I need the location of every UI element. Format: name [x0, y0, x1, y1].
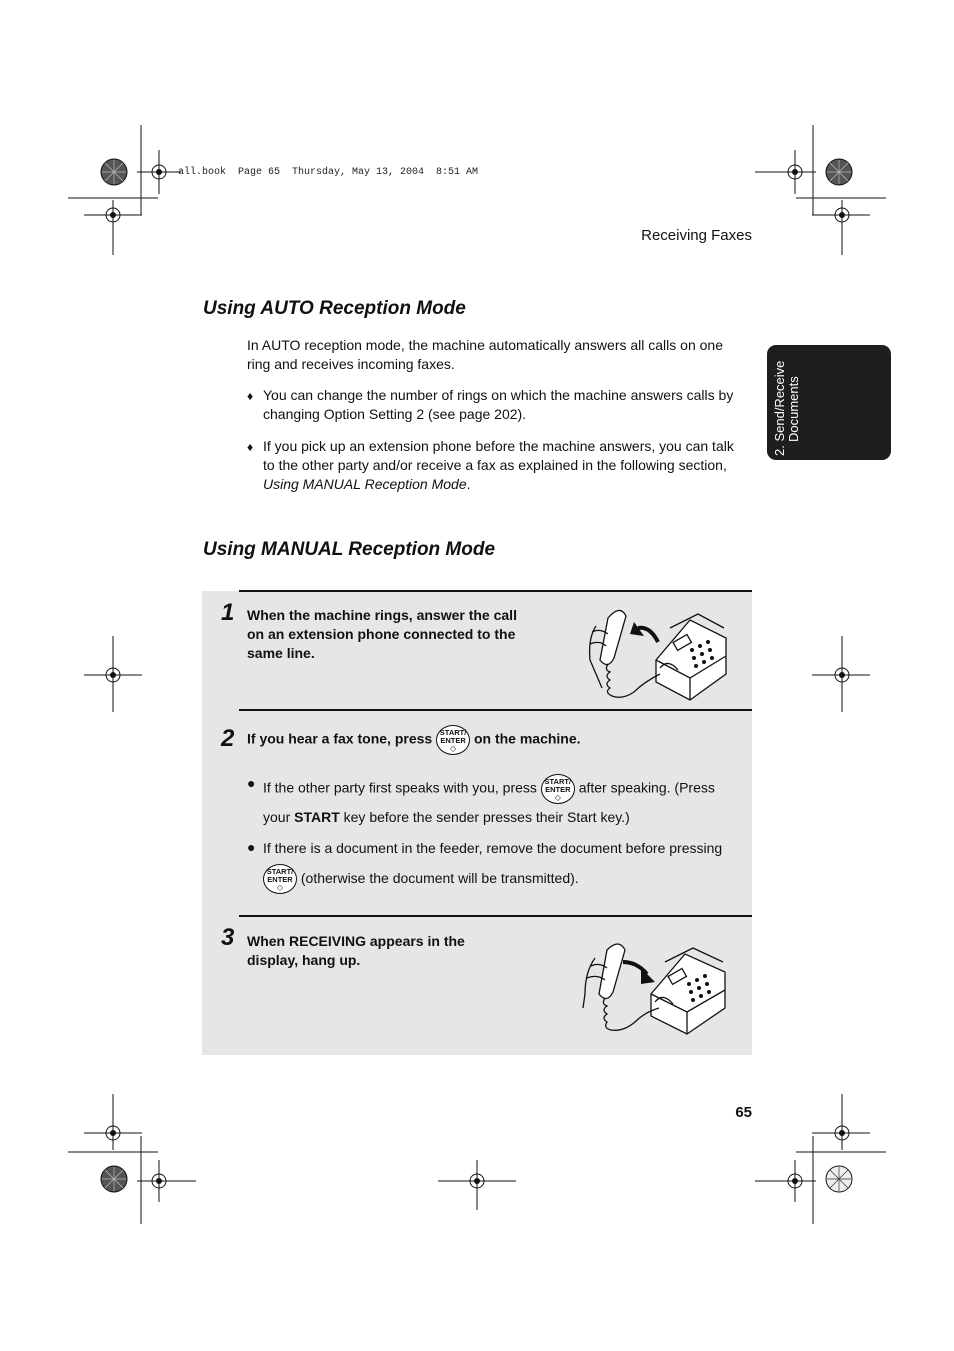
auto-bullet-1 — [247, 386, 742, 424]
step-divider — [239, 709, 752, 711]
step-number: 2 — [221, 725, 235, 752]
print-header: all.book Page 65 Thursday, May 13, 2004 8:51 AM — [178, 167, 479, 178]
step-2-text — [247, 725, 747, 755]
key-label: START/ — [544, 777, 572, 786]
key-label: START/ — [266, 867, 294, 877]
step-2-bullet-2 — [247, 838, 742, 894]
step-divider — [239, 590, 752, 592]
phone-hangup-illustration — [575, 938, 735, 1038]
auto-bullet-2-text: If you pick up an extension phone before the machine answers, you can talk to the other party and/or receive a fax as explained in the following section, — [263, 438, 734, 473]
step-2-bullet-2-after: (otherwise the document will be transmitted). — [300, 870, 579, 886]
auto-intro: In AUTO reception mode, the machine automatically answers all calls on one ring and receives incoming faxes. — [247, 337, 723, 372]
step-2-text-after: on the machine. — [473, 730, 581, 747]
chapter-tab-label — [773, 344, 801, 456]
phone-pickup-illustration — [578, 598, 738, 708]
start-enter-key-icon — [436, 725, 470, 755]
chapter-tab-line1: 2. Send/Receive — [772, 360, 787, 456]
step-2-bullet-1-before: If the other party first speaks with you, press — [263, 779, 537, 796]
key-symbol: ◇ — [276, 883, 284, 893]
start-enter-key-icon — [541, 774, 575, 804]
step-number: 3 — [221, 924, 235, 951]
page-number: 65 — [735, 1104, 752, 1121]
key-symbol: ◇ — [554, 793, 561, 802]
step-2-bullet-2-before: If there is a document in the feeder, remove the document before pressing — [263, 840, 723, 856]
key-label: ENTER — [267, 875, 293, 885]
step-2-bullet-1-after: after speaking. (Press your — [263, 779, 715, 825]
bullet-dot-icon: ● — [247, 775, 256, 791]
chapter-tab — [767, 345, 891, 460]
chapter-tab-line2: Documents — [786, 376, 801, 442]
bullet-dot-icon: ● — [247, 839, 256, 855]
key-label: ENTER — [545, 785, 571, 794]
auto-bullet-1-text: You can change the number of rings on which the machine answers calls by changing Option Setting 2 (see page 202). — [263, 387, 734, 422]
step-2-text-before: If you hear a fax tone, press — [247, 730, 433, 747]
diamond-bullet-icon: ♦ — [247, 440, 254, 454]
section-heading-auto: Using AUTO Reception Mode — [203, 298, 466, 319]
start-enter-key-icon — [263, 864, 297, 894]
running-head: Receiving Faxes — [641, 227, 752, 244]
diamond-bullet-icon: ♦ — [247, 389, 254, 403]
step-number: 1 — [221, 599, 235, 626]
auto-bullet-2: ♦ If you pick up an extension phone before the machine answers, you can talk to the other party and/or receive a fax as explained in the following section, Using MANUAL Reception Mode. — [247, 438, 734, 492]
step-3-text: When RECEIVING appears in the display, hang up. — [247, 933, 465, 968]
step-2-bullet-1-bold: START — [294, 809, 340, 825]
step-2-bullet-1 — [247, 774, 742, 830]
auto-bullet-2-ref: Using MANUAL Reception Mode — [263, 476, 467, 492]
step-1-text: When the machine rings, answer the call on an extension phone connected to the same line. — [247, 607, 517, 661]
key-label: START/ — [439, 728, 467, 737]
section-heading-manual: Using MANUAL Reception Mode — [203, 539, 496, 560]
key-symbol: ◇ — [449, 744, 457, 753]
step-2-bullet-1-end: key before the sender presses their Start key.) — [343, 809, 630, 825]
step-divider — [239, 915, 752, 917]
key-label: ENTER — [440, 736, 466, 745]
